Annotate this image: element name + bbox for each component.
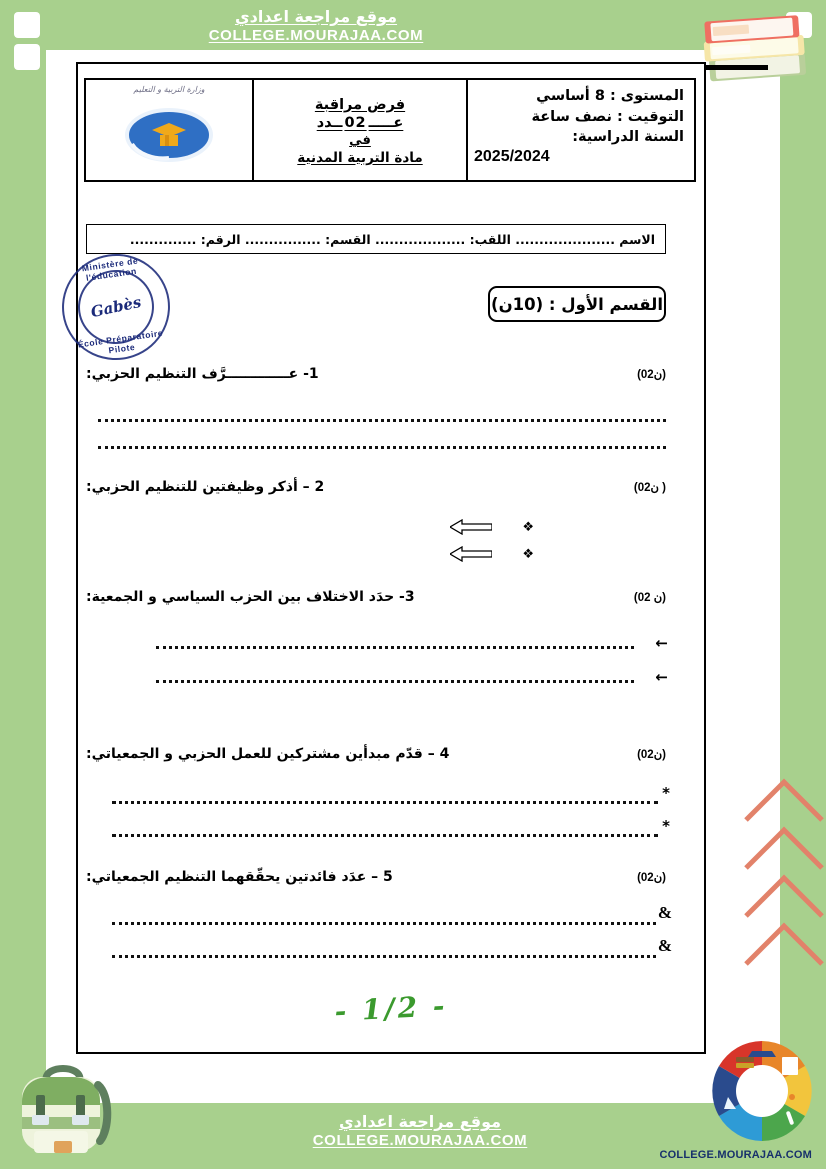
question-2-answer-row[interactable] <box>450 546 534 562</box>
exam-number-value: 02 <box>344 114 367 131</box>
decor-chip-top-left-2 <box>14 44 40 70</box>
question-4-text <box>86 746 449 762</box>
answer-line[interactable] <box>112 955 656 958</box>
question-2-body: أذكر وظيفتين للتنظيم الحزبي: <box>86 479 298 495</box>
question-4-body: قدّم مبدأين مشتركين للعمل الحزبي و الجمعياتي: <box>86 746 423 762</box>
question-3 <box>86 589 666 605</box>
ampersand-marker-icon: & <box>657 903 672 922</box>
question-5-marks: (02ن) <box>637 872 666 884</box>
header-level: المستوى : 8 أساسي <box>536 88 684 104</box>
sheet-edge-mark <box>706 65 768 70</box>
answer-line[interactable] <box>98 419 666 422</box>
arrow-left-marker-icon: ← <box>655 634 668 652</box>
question-3-body: حدَد الاختلاف بين الحزب السياسي و الجمعية: <box>86 589 395 605</box>
exam-title: فرض مراقبة <box>314 96 406 113</box>
books-stack-illustration <box>690 0 826 90</box>
header-cell-class-info <box>466 80 694 180</box>
section-one-label: القسم الأول : (10ن) <box>491 294 663 314</box>
site-banner-top-arabic: موقع مراجعة اعدادي <box>234 7 398 27</box>
question-2-marks: (02ن ) <box>633 482 666 494</box>
header-cell-exam-title <box>252 80 466 180</box>
question-4-number: 4 – <box>427 746 450 762</box>
exam-in-word: في <box>349 132 371 148</box>
site-banner-bottom <box>150 1105 690 1157</box>
answer-line[interactable] <box>112 922 656 925</box>
answer-line[interactable] <box>112 801 658 804</box>
section-one-title <box>488 286 666 322</box>
question-4 <box>86 746 666 762</box>
stamp-city: Gabès <box>89 292 143 322</box>
question-1-marks: (02ن) <box>637 369 666 381</box>
hollow-arrow-left-icon <box>450 546 492 562</box>
exam-number-suffix: ــدد <box>316 114 343 131</box>
question-1-body: عـــــــــــــرَّف التنظيم الحزبي: <box>86 366 299 382</box>
decor-chip-top-left-1 <box>14 12 40 38</box>
header-school-year-label: السنة الدراسية: <box>572 129 684 146</box>
backpack-illustration <box>2 1045 124 1167</box>
question-5 <box>86 869 666 885</box>
header-school-year-value: 2025/2024 <box>474 147 550 165</box>
stamp-top-text: Ministère de l'éducation <box>81 255 139 283</box>
site-banner-bottom-arabic: موقع مراجعة اعدادي <box>338 1112 502 1132</box>
question-4-marks: (02ن) <box>637 749 666 761</box>
answer-line[interactable] <box>98 446 666 449</box>
student-info-line: الاسم ..................... اللقب: ................... القسم: ................ الرقم: .............. <box>129 231 655 247</box>
page-number-handwritten: - 1/2 - <box>333 989 449 1028</box>
exam-sheet <box>76 62 706 1054</box>
official-stamp <box>55 247 177 367</box>
chevron-decoration <box>740 760 824 1060</box>
question-1-number: 1- <box>303 366 319 382</box>
asterisk-marker-icon: * <box>662 817 670 835</box>
site-banner-bottom-url: COLLEGE.MOURAJAA.COM <box>312 1131 528 1149</box>
exam-header-table <box>84 78 696 182</box>
hollow-arrow-left-icon <box>450 519 492 535</box>
ampersand-marker-icon: & <box>657 936 672 955</box>
question-2-answer-row[interactable] <box>450 519 534 535</box>
answer-line[interactable] <box>112 834 658 837</box>
question-1 <box>86 366 666 382</box>
site-banner-top-url: COLLEGE.MOURAJAA.COM <box>208 26 424 44</box>
answer-line[interactable] <box>156 646 634 649</box>
exam-subject: مادة التربية المدنية <box>297 149 423 166</box>
site-banner-top <box>56 2 576 50</box>
asterisk-marker-icon: * <box>662 784 670 802</box>
question-5-body: عدَد فائدتين يحقّقهما التنظيم الجمعياتي: <box>86 869 367 885</box>
question-3-marks: (02 ن) <box>633 592 666 604</box>
question-2 <box>86 479 666 495</box>
question-5-number: 5 – <box>371 869 393 885</box>
diamond-bullet-icon: ❖ <box>522 546 534 562</box>
ministry-logo-icon <box>114 104 224 166</box>
answer-line[interactable] <box>156 680 634 683</box>
diamond-bullet-icon: ❖ <box>522 519 534 535</box>
exam-number-prefix: عـــــ <box>368 114 404 131</box>
student-info-box[interactable] <box>86 224 666 254</box>
question-5-text <box>86 869 393 885</box>
header-cell-logo <box>86 80 252 180</box>
site-watermark: COLLEGE.MOURAJAA.COM <box>659 1149 812 1161</box>
education-wheel-icon <box>702 1037 822 1147</box>
arrow-left-marker-icon: ← <box>655 668 668 686</box>
ministry-caption: وزارة التربية و التعليم <box>133 85 205 94</box>
exam-number-row <box>317 115 404 131</box>
question-2-number: 2 – <box>302 479 325 495</box>
question-3-number: 3- <box>399 589 415 605</box>
question-1-text <box>86 366 319 382</box>
question-2-text <box>86 479 324 495</box>
header-duration: التوقيت : نصف ساعة <box>531 108 684 125</box>
question-3-text <box>86 589 415 605</box>
stamp-bottom-text: École Préparatoire Pilote <box>77 327 164 356</box>
